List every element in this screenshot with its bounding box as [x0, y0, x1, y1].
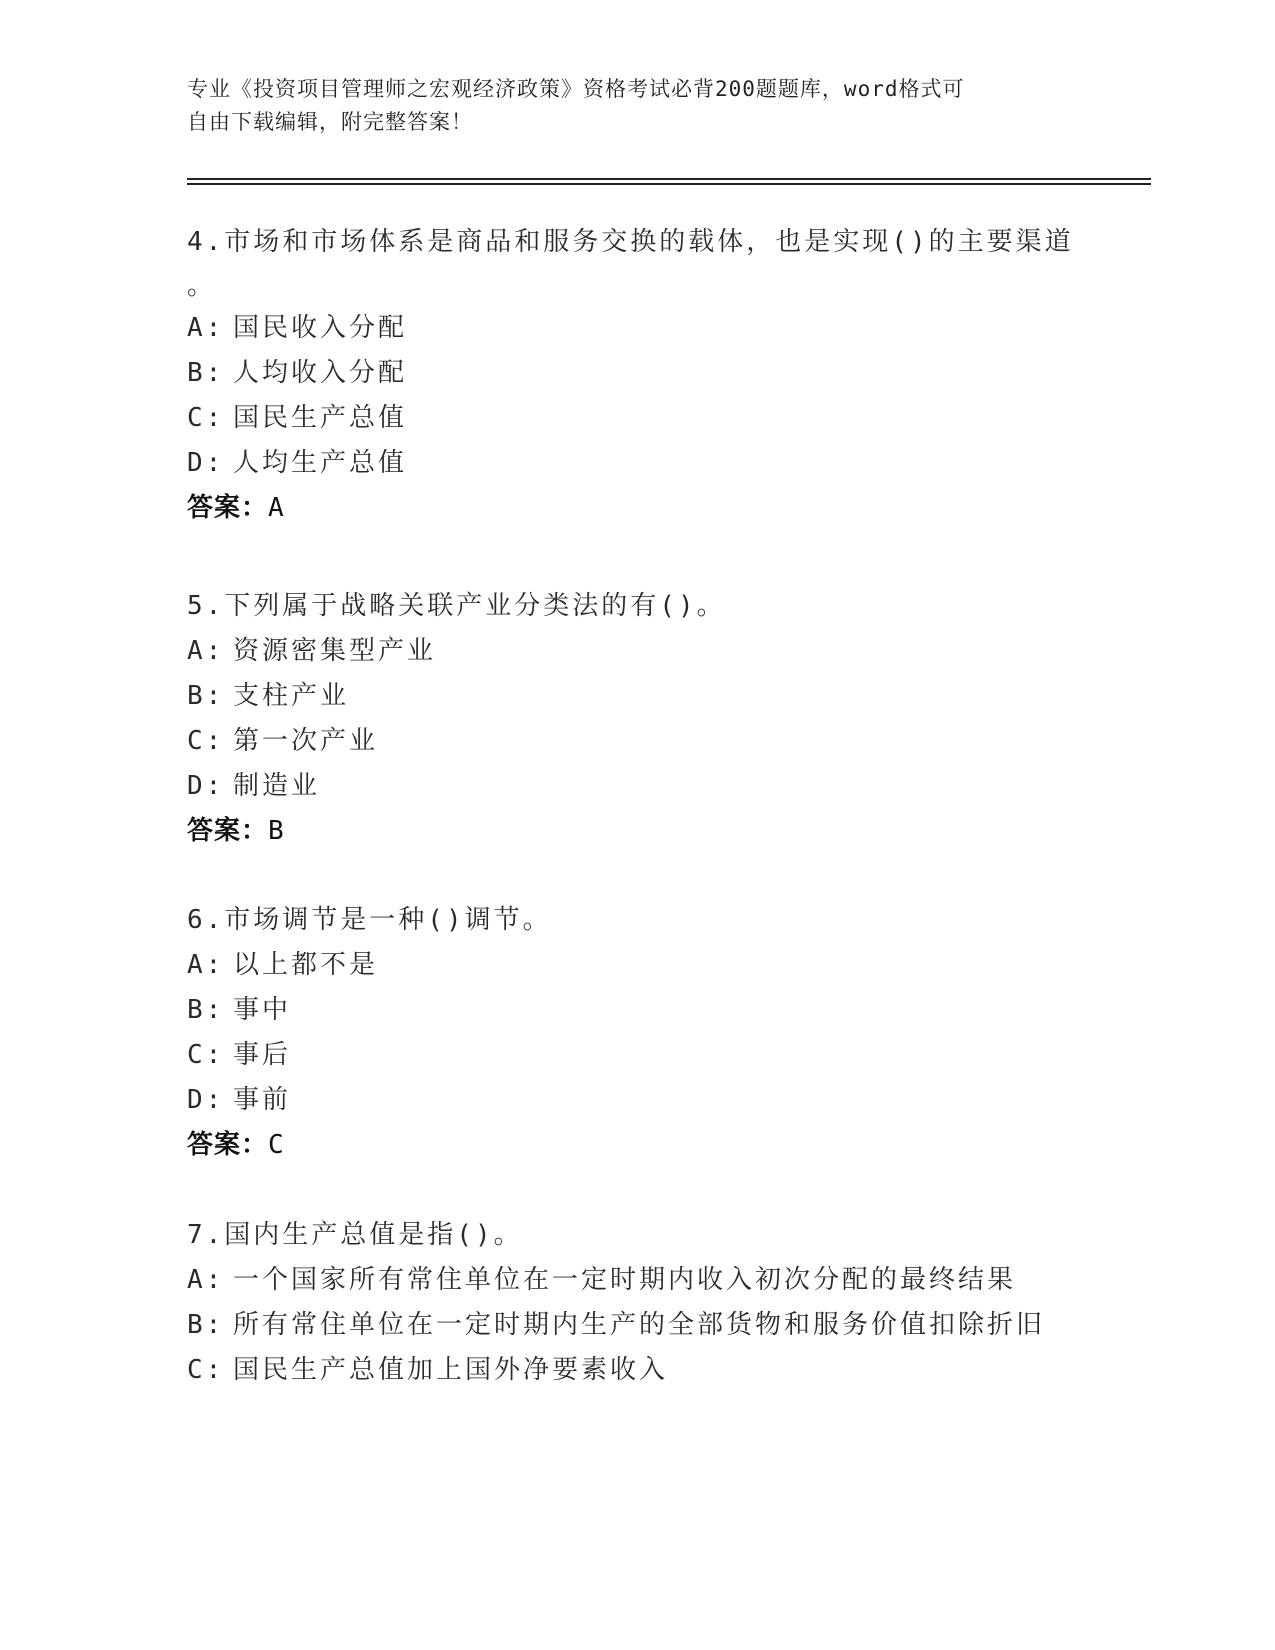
option-label: D:	[187, 1085, 225, 1115]
answer	[187, 809, 1067, 854]
question-4	[187, 218, 1074, 531]
option-b	[187, 988, 1067, 1033]
header-line-1: 专业《投资项目管理师之宏观经济政策》资格考试必背200题题库，word格式可	[187, 77, 965, 101]
option-label: C:	[187, 726, 225, 756]
answer-prefix: 答案：	[187, 816, 269, 846]
option-label: A:	[187, 1265, 225, 1295]
option-label: B:	[187, 358, 225, 388]
option-text: 第一次产业	[233, 726, 379, 756]
option-label: B:	[187, 995, 225, 1025]
option-label: C:	[187, 1040, 225, 1070]
option-d	[187, 441, 1067, 486]
option-text: 事后	[233, 1040, 292, 1070]
option-label: D:	[187, 771, 225, 801]
header-divider-top	[187, 178, 1151, 180]
option-d	[187, 1078, 1067, 1123]
option-text: 国民生产总值	[233, 403, 408, 433]
answer-prefix: 答案：	[187, 1130, 269, 1160]
option-text: 国民收入分配	[233, 313, 408, 343]
option-b	[187, 1303, 1067, 1348]
document-header	[187, 73, 1067, 139]
question-stem: 4.市场和市场体系是商品和服务交换的载体，也是实现()的主要渠道	[187, 227, 1074, 257]
option-c	[187, 396, 1067, 441]
option-label: A:	[187, 636, 225, 666]
option-b	[187, 674, 1067, 719]
answer-value: B	[268, 816, 285, 846]
option-text: 所有常住单位在一定时期内生产的全部货物和服务价值扣除折旧	[233, 1310, 1046, 1340]
option-label: A:	[187, 313, 225, 343]
question-stem: 5.下列属于战略关联产业分类法的有()。	[187, 591, 726, 621]
option-text: 支柱产业	[233, 681, 350, 711]
option-a	[187, 629, 1067, 674]
option-label: A:	[187, 950, 225, 980]
question-stem-tail: 。	[187, 271, 217, 301]
question-stem: 7.国内生产总值是指()。	[187, 1220, 523, 1250]
answer-value: C	[268, 1130, 285, 1160]
question-5	[187, 584, 1067, 854]
option-text: 一个国家所有常住单位在一定时期内收入初次分配的最终结果	[233, 1265, 1017, 1295]
option-text: 人均生产总值	[233, 448, 408, 478]
answer-value: A	[268, 493, 285, 523]
question-6	[187, 898, 1067, 1168]
option-a	[187, 1258, 1067, 1303]
option-text: 事前	[233, 1085, 292, 1115]
header-line-2: 自由下载编辑，附完整答案！	[187, 110, 473, 134]
option-text: 资源密集型产业	[233, 636, 437, 666]
question-stem: 6.市场调节是一种()调节。	[187, 905, 552, 935]
answer	[187, 1123, 1067, 1168]
option-text: 事中	[233, 995, 292, 1025]
option-label: B:	[187, 1310, 225, 1340]
option-c	[187, 1033, 1067, 1078]
option-c	[187, 719, 1067, 764]
option-text: 以上都不是	[233, 950, 379, 980]
option-label: D:	[187, 448, 225, 478]
option-label: B:	[187, 681, 225, 711]
header-divider-bottom	[187, 183, 1151, 185]
option-label: C:	[187, 1355, 225, 1385]
option-text: 制造业	[233, 771, 321, 801]
option-text: 人均收入分配	[233, 358, 408, 388]
option-a	[187, 306, 1067, 351]
answer-prefix: 答案：	[187, 493, 269, 523]
option-b	[187, 351, 1067, 396]
answer	[187, 486, 1067, 531]
option-a	[187, 943, 1067, 988]
option-label: C:	[187, 403, 225, 433]
option-text: 国民生产总值加上国外净要素收入	[233, 1355, 669, 1385]
option-c	[187, 1348, 1067, 1393]
question-7	[187, 1213, 1067, 1393]
option-d	[187, 764, 1067, 809]
